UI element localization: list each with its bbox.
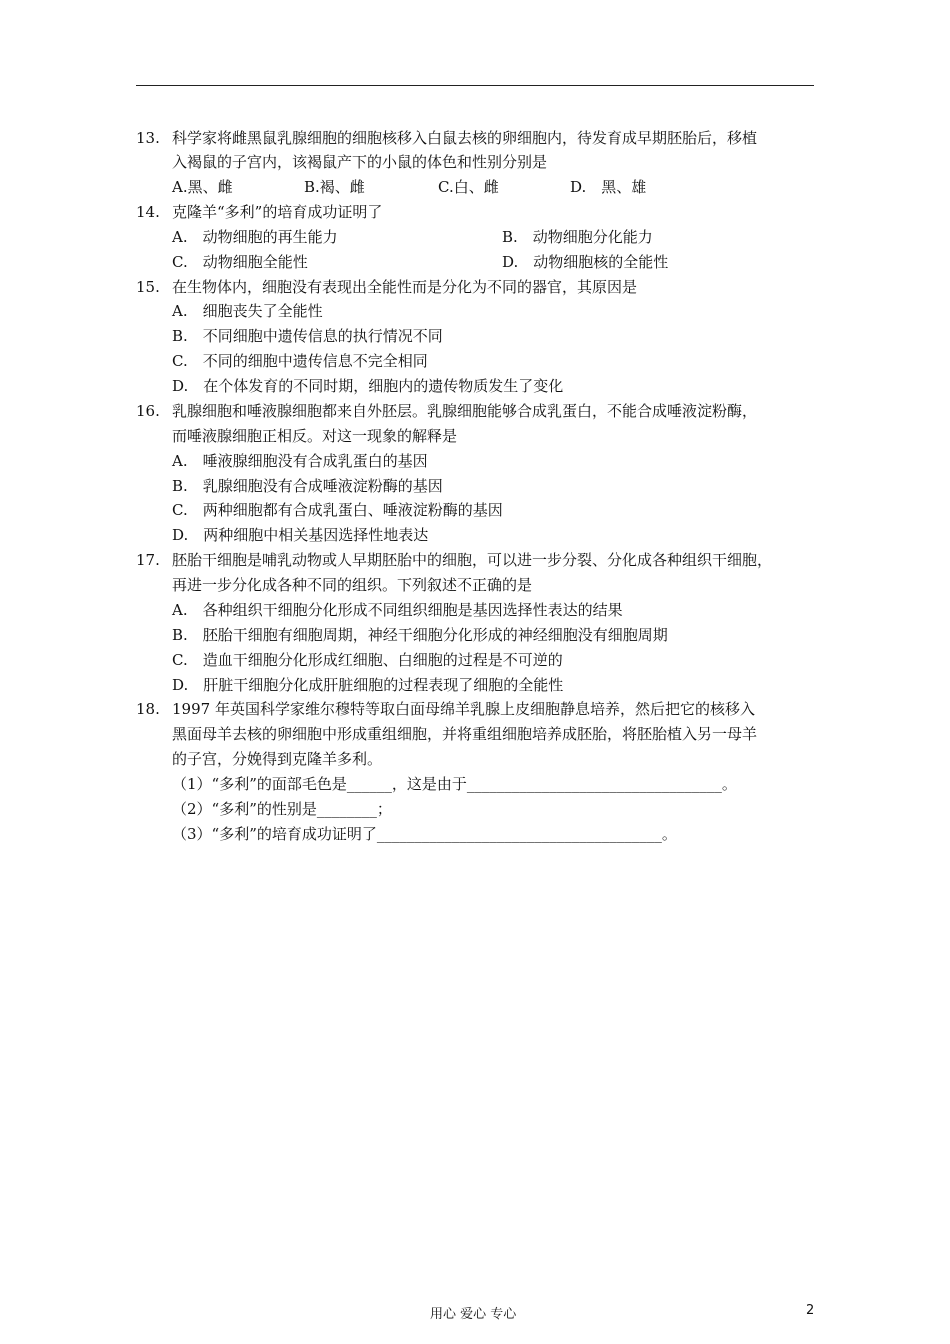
question-17-stem-line-1: 胚胎干细胞是哺乳动物或人早期胚胎中的细胞，可以进一步分裂、分化成各种组织干细胞， (172, 551, 773, 569)
question-16-option-d: D. 两种细胞中相关基因选择性地表达 (172, 526, 429, 544)
question-16-option-b: B. 乳腺细胞没有合成唾液淀粉酶的基因 (172, 477, 443, 495)
question-18-sub-3: （3）“多利”的培育成功证明了______________________________________。 (172, 825, 677, 843)
question-18-stem-line-3: 的子宫，分娩得到克隆羊多利。 (172, 750, 383, 768)
question-17-number: 17. (136, 551, 160, 569)
page-number: 2 (806, 1303, 815, 1318)
question-13-stem-line-1: 科学家将雌黑鼠乳腺细胞的细胞核移入白鼠去核的卵细胞内，待发育成早期胚胎后，移植 (172, 129, 758, 147)
question-13-option-d: D. 黑、雄 (570, 178, 647, 196)
question-17-stem-line-2: 再进一步分化成各种不同的组织。下列叙述不正确的是 (172, 576, 533, 594)
question-15-number: 15. (136, 278, 160, 296)
question-17-option-d: D. 肝脏干细胞分化成肝脏细胞的过程表现了细胞的全能性 (172, 676, 564, 694)
question-13-option-c: C.白、雌 (438, 178, 499, 196)
question-15-option-b: B. 不同细胞中遗传信息的执行情况不同 (172, 327, 443, 345)
question-16-option-a: A. 唾液腺细胞没有合成乳蛋白的基因 (172, 452, 428, 470)
question-18-stem-line-2: 黑面母羊去核的卵细胞中形成重组细胞，并将重组细胞培养成胚胎，将胚胎植入另一母羊 (172, 725, 758, 743)
question-15-option-d: D. 在个体发育的不同时期，细胞内的遗传物质发生了变化 (172, 377, 564, 395)
question-17-option-b: B. 胚胎干细胞有细胞周期，神经干细胞分化形成的神经细胞没有细胞周期 (172, 626, 668, 644)
question-16-stem-line-1: 乳腺细胞和唾液腺细胞都来自外胚层。乳腺细胞能够合成乳蛋白，不能合成唾液淀粉酶， (172, 402, 758, 420)
question-18-number: 18. (136, 700, 160, 718)
question-16-stem-line-2: 而唾液腺细胞正相反。对这一现象的解释是 (172, 427, 458, 445)
question-14-option-b: B. 动物细胞分化能力 (502, 228, 653, 246)
question-15-stem: 在生物体内，细胞没有表现出全能性而是分化为不同的器官，其原因是 (172, 278, 638, 296)
header-rule (136, 85, 814, 86)
footer-motto: 用心 爱心 专心 (430, 1307, 517, 1322)
question-14-option-d: D. 动物细胞核的全能性 (502, 253, 669, 271)
question-15-option-c: C. 不同的细胞中遗传信息不完全相同 (172, 352, 428, 370)
question-13-option-b: B.褐、雌 (304, 178, 365, 196)
question-14-option-c: C. 动物细胞全能性 (172, 253, 308, 271)
question-14-option-a: A. 动物细胞的再生能力 (172, 228, 338, 246)
question-14-stem: 克隆羊“多利”的培育成功证明了 (172, 203, 383, 221)
question-18-sub-1: （1）“多利”的面部毛色是______，这是由于__________________________________。 (172, 775, 737, 793)
question-16-number: 16. (136, 402, 160, 420)
question-13-number: 13. (136, 129, 160, 147)
question-17-option-a: A. 各种组织干细胞分化形成不同组织细胞是基因选择性表达的结果 (172, 601, 623, 619)
question-13-stem-line-2: 入褐鼠的子宫内，该褐鼠产下的小鼠的体色和性别分别是 (172, 153, 548, 171)
question-18-stem-line-1: 1997 年英国科学家维尔穆特等取白面母绵羊乳腺上皮细胞静息培养，然后把它的核移入 (172, 700, 755, 718)
question-16-option-c: C. 两种细胞都有合成乳蛋白、唾液淀粉酶的基因 (172, 501, 503, 519)
question-15-option-a: A. 细胞丧失了全能性 (172, 302, 323, 320)
question-18-sub-2: （2）“多利”的性别是________； (172, 800, 392, 818)
question-14-number: 14. (136, 203, 160, 221)
question-17-option-c: C. 造血干细胞分化形成红细胞、白细胞的过程是不可逆的 (172, 651, 563, 669)
question-13-option-a: A.黑、雌 (172, 178, 233, 196)
